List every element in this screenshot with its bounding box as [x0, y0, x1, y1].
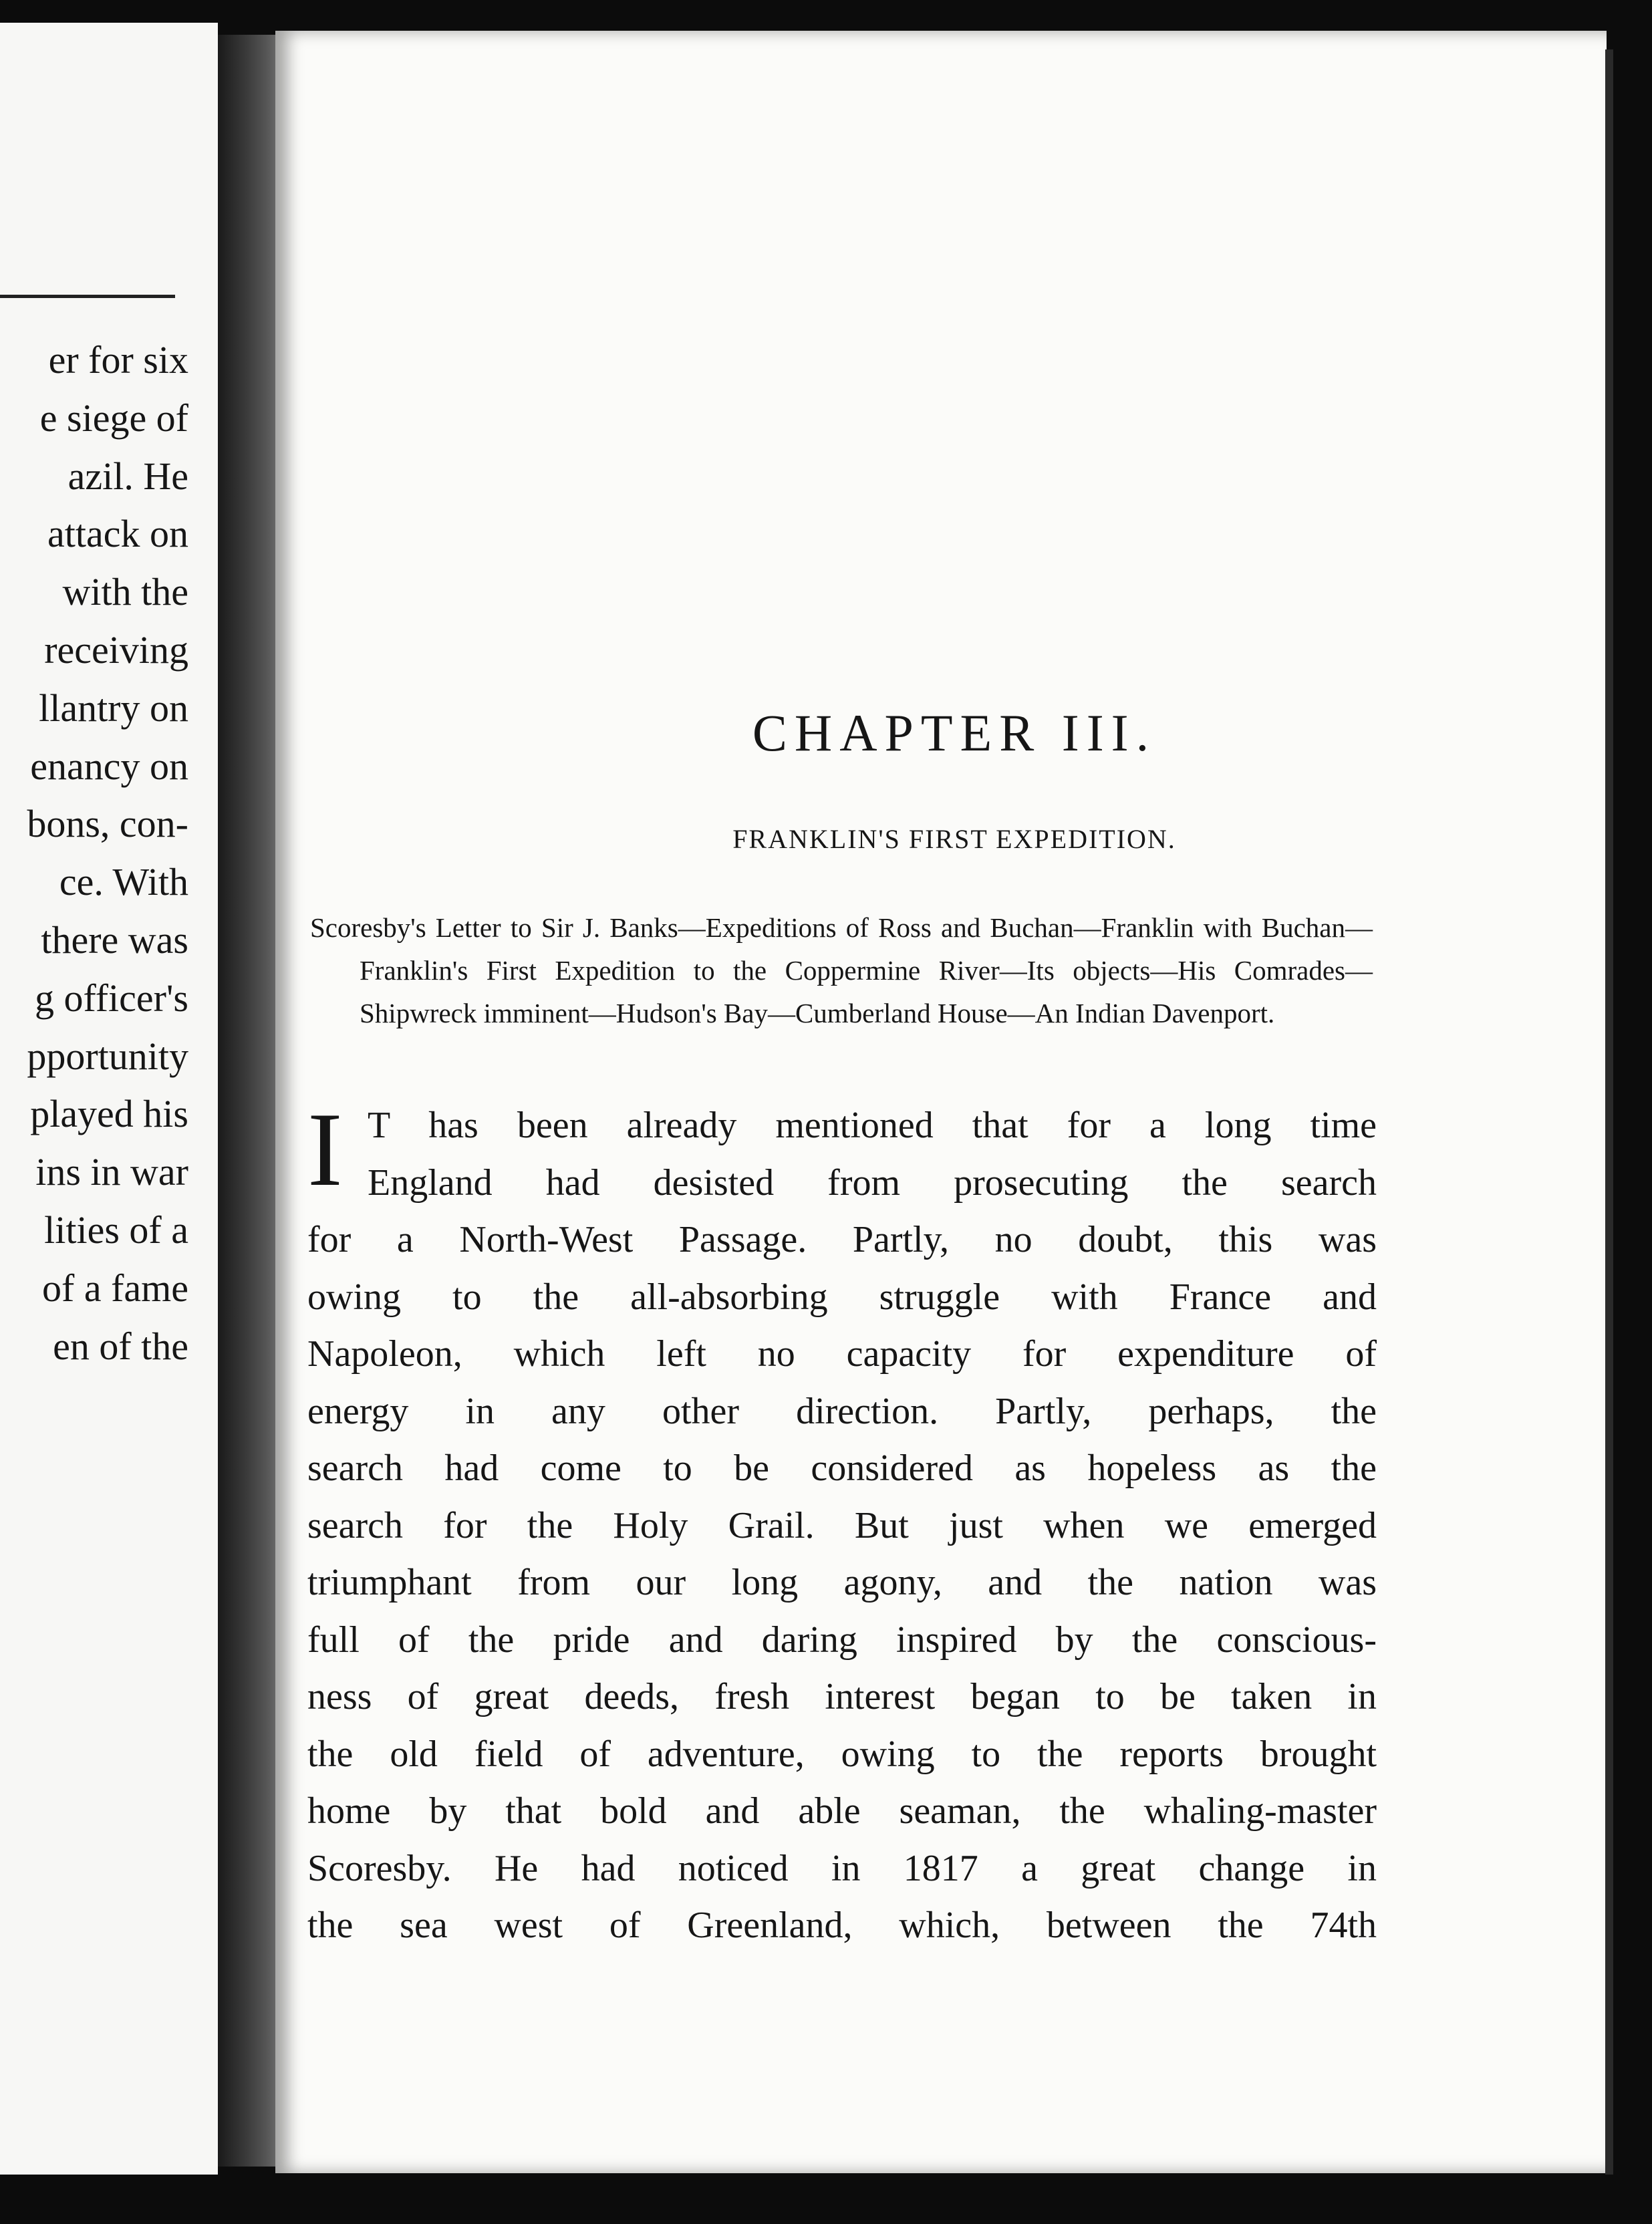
left-line: en of the — [53, 1324, 188, 1368]
body-line: Scoresby. He had noticed in 1817 a great change in — [307, 1847, 1377, 1889]
chapter-subtitle: FRANKLIN'S FIRST EXPEDITION. — [732, 824, 1176, 854]
left-line: pportunity — [27, 1034, 188, 1078]
body-line: ness of great deeds, fresh interest began to be taken in — [307, 1676, 1377, 1717]
left-line: er for six — [48, 338, 188, 382]
left-line: of a fame — [42, 1266, 188, 1310]
body-text — [307, 1091, 1377, 1955]
chapter-synopsis: Scoresby's Letter to Sir J. Banks—Expeditions of Ross and Buchan—Franklin with Buchan—Franklin's First Expedition to the Coppermine River—Its objects—His Comrades—Shipwreck imminent—Hudson's Bay—Cumberland House—An Indian Davenport. — [310, 912, 1373, 1028]
body-line: the old field of adventure, owing to the reports brought — [307, 1733, 1377, 1775]
body-line: T has been already mentioned that for a long time — [368, 1105, 1377, 1146]
body-line: energy in any other direction. Partly, perhaps, the — [307, 1390, 1377, 1432]
drop-cap: I — [307, 1091, 343, 1208]
left-line: enancy on — [30, 744, 188, 788]
left-line: ins in war — [35, 1150, 188, 1194]
left-line: ce. With — [59, 860, 188, 904]
chapter-title: CHAPTER III. — [752, 704, 1157, 762]
left-page-text — [27, 331, 188, 1375]
body-line: the sea west of Greenland, which, between the 74th — [307, 1905, 1377, 1946]
body-line: triumphant from our long agony, and the nation was — [307, 1562, 1377, 1603]
left-page-rule — [0, 295, 175, 298]
body-line: for a North-West Passage. Partly, no doubt, this was — [307, 1219, 1377, 1260]
left-line: receiving — [44, 628, 188, 672]
right-page — [275, 31, 1607, 2173]
body-line: search for the Holy Grail. But just when we emerged — [307, 1504, 1377, 1546]
left-line: bons, con- — [27, 802, 188, 846]
left-line: with the — [62, 570, 188, 614]
body-line: home by that bold and able seaman, the whaling-master — [307, 1790, 1377, 1832]
body-line: full of the pride and daring inspired by the conscious- — [307, 1619, 1377, 1661]
left-line: g officer's — [34, 976, 188, 1020]
left-line: azil. He — [67, 454, 188, 498]
left-line: e siege of — [39, 396, 188, 440]
left-line: there was — [41, 918, 188, 962]
left-page — [0, 23, 218, 2175]
body-line: owing to the all-absorbing struggle with France and — [307, 1276, 1377, 1318]
left-line: llantry on — [39, 686, 188, 730]
page-edge — [1605, 49, 1613, 2175]
body-line: England had desisted from prosecuting the search — [368, 1161, 1377, 1204]
left-line: played his — [30, 1092, 188, 1136]
left-line: attack on — [47, 512, 188, 556]
body-line: Napoleon, which left no capacity for expenditure of — [307, 1333, 1377, 1375]
body-line: search had come to be considered as hopeless as the — [307, 1447, 1377, 1489]
left-line: lities of a — [44, 1208, 188, 1252]
